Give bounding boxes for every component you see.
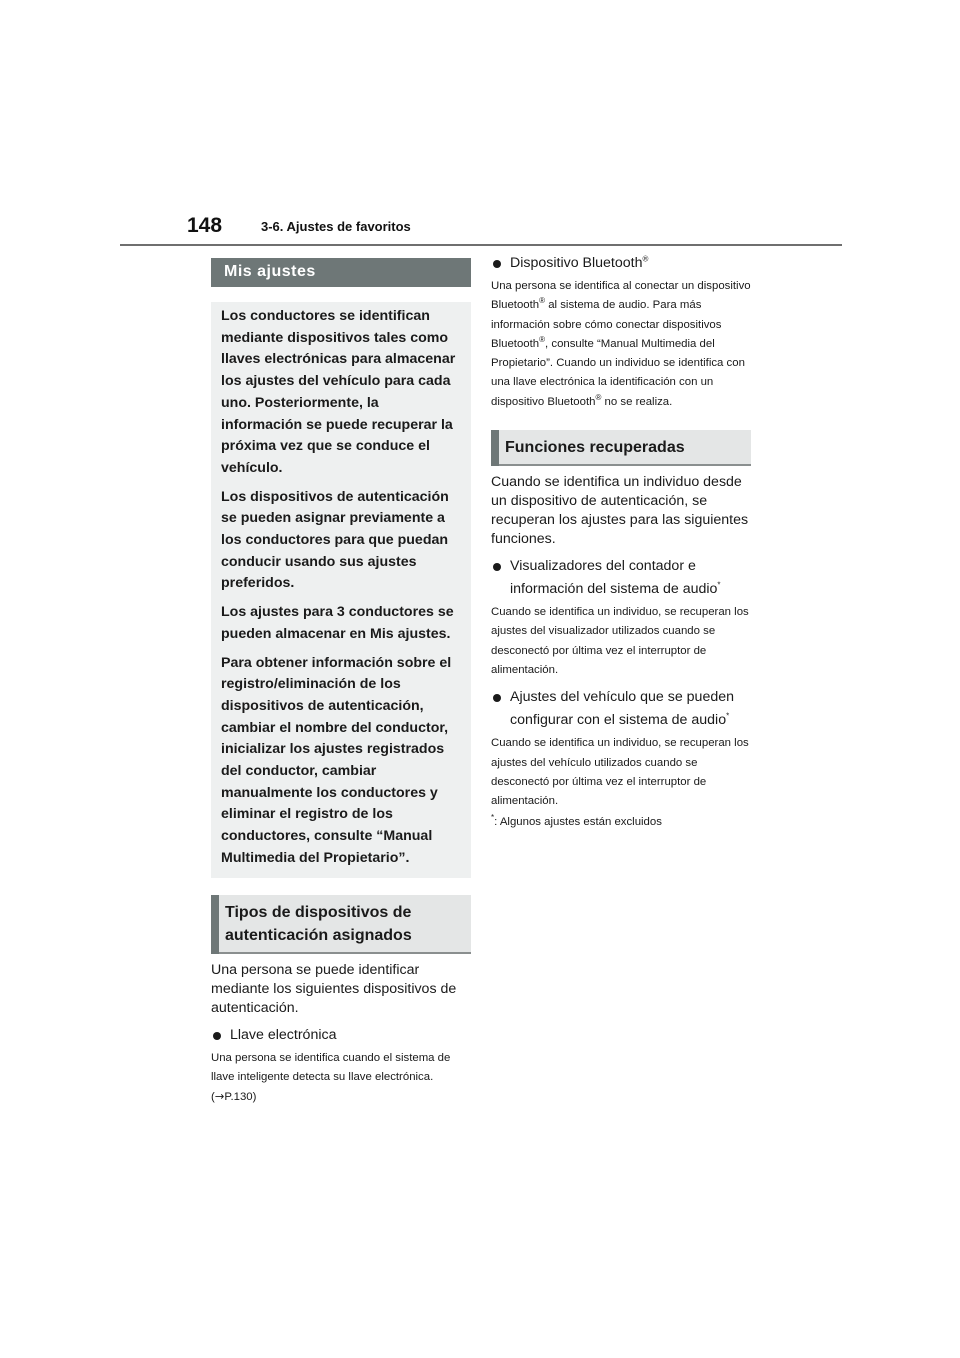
registered-mark: ® (595, 392, 602, 402)
funciones-intro-text: Cuando se identifica un individuo desde un dispositivo de autenticación, se recuperan los ajustes para las siguientes funciones. (491, 474, 749, 548)
funciones-recuperadas-heading: Funciones recuperadas (491, 430, 751, 466)
bullet-dot-icon (493, 563, 501, 571)
asterisk-mark: * (491, 813, 495, 823)
asterisk-mark: * (726, 711, 730, 721)
bluetooth-bullet (491, 252, 751, 275)
ajustes-vehiculo-description: Cuando se identifica un individuo, se recuperan los ajustes del vehículo utilizados cuando se desconectó por última vez el interruptor de alimentación. (491, 737, 749, 808)
visualizadores-title: Visualizadores del contador e información del sistema de audio (510, 558, 718, 598)
right-column (491, 252, 751, 833)
page-reference-link[interactable]: P.130) (224, 1091, 257, 1104)
left-column (211, 258, 471, 1107)
ajustes-vehiculo-bullet (491, 686, 751, 732)
intro-paragraph-4: Para obtener información sobre el registro/eliminación de los dispositivos de autenticación, cambiar el nombre del conductor, inicializar los ajustes registrados del conductor, cambiar manualmente los conductores y eliminar el registro de los conductores, consulte “Manual Multimedia del Propietario”. (221, 654, 452, 866)
registered-mark: ® (539, 335, 546, 345)
footnote-text: : Algunos ajustes están excluidos (494, 816, 662, 829)
bt-text-2: al sistema de audio. Para más información sobre cómo conectar dispositivos Bluetooth (491, 299, 722, 350)
intro-paragraph-3: Los ajustes para 3 conductores se pueden almacenar en Mis ajustes. (221, 604, 454, 642)
llave-bullet (211, 1024, 471, 1047)
footnote (491, 813, 751, 832)
ajustes-vehiculo-title: Ajustes del vehículo que se pueden configurar con el sistema de audio (510, 689, 735, 729)
mis-ajustes-heading: Mis ajustes (211, 258, 471, 287)
tipos-dispositivos-heading: Tipos de dispositivos de autenticación asignados (211, 895, 471, 954)
visualizadores-description: Cuando se identifica un individuo, se recuperan los ajustes del visualizador utilizados cuando se desconectó por última vez el interruptor de alimentación. (491, 606, 749, 676)
bt-text-1: Una persona se identifica al conectar un dispositivo Bluetooth (491, 280, 751, 312)
bluetooth-title: Dispositivo Bluetooth (510, 255, 643, 271)
page-number: 148 (187, 214, 223, 237)
tipos-intro-text: Una persona se puede identificar mediante los siguientes dispositivos de autenticación. (211, 961, 457, 1016)
intro-paragraph-2: Los dispositivos de autenticación se pueden asignar previamente a los conductores para que puedan conducir usando sus ajustes preferidos. (221, 488, 449, 592)
section-breadcrumb: 3-6. Ajustes de favoritos (261, 219, 411, 234)
bullet-dot-icon (493, 694, 501, 702)
registered-mark: ® (642, 254, 649, 264)
header-divider (120, 244, 842, 246)
bullet-dot-icon (493, 260, 501, 268)
bt-text-3: , consulte “Manual Multimedia del Propietario”. Cuando un individuo se identifica con una llave electrónica la identificación con un dispositivo Bluetooth (491, 337, 745, 408)
visualizadores-bullet (491, 555, 751, 601)
intro-paragraph-1: Los conductores se identifican mediante dispositivos tales como llaves electrónicas para almacenar los ajustes del vehículo para cada uno. Posteriormente, la información se puede recuperar la próxima vez que se conduce el vehículo. (221, 308, 456, 476)
right-arrow-icon: → (214, 1089, 225, 1104)
bluetooth-description (491, 277, 751, 412)
bullet-dot-icon (213, 1032, 221, 1040)
llave-text: Una persona se identifica cuando el sistema de llave inteligente detecta su llave electrónica. ( (211, 1051, 451, 1104)
llave-title: Llave electrónica (230, 1026, 337, 1043)
asterisk-mark: * (717, 580, 721, 590)
registered-mark: ® (539, 296, 546, 306)
llave-description (211, 1049, 471, 1108)
bt-text-4: no se realiza. (601, 395, 673, 408)
intro-box (211, 302, 471, 878)
